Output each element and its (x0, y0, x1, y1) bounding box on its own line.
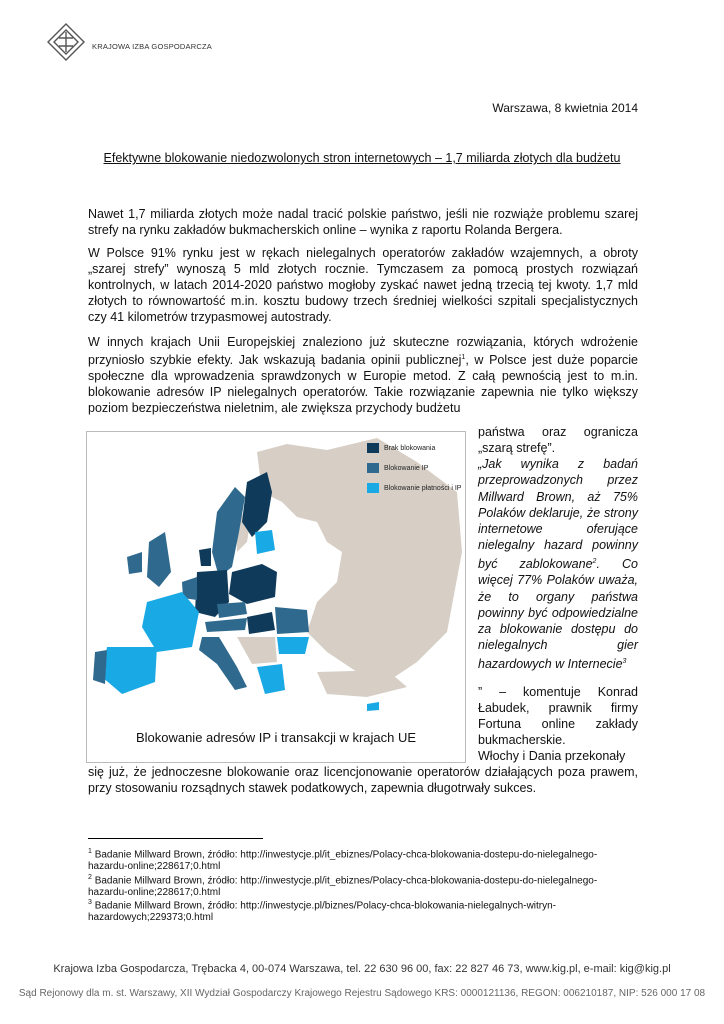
map-italy (199, 637, 247, 690)
legend-item-ip-blocking (367, 458, 461, 478)
footnote-text: Badanie Millward Brown, źródło: http://inwestycje.pl/it_ebiznes/Polacy-chca-blokowania-dostepu-do-nielegalnego-hazardu-online;228617;0.html (88, 875, 598, 899)
map-france (142, 592, 199, 652)
map-denmark (199, 548, 211, 566)
paragraph-3 (88, 334, 638, 416)
quote-part-a: „Jak wynika z badań przeprowadzonych przez Millward Brown, aż 75% Polaków deklaruje, że strony internetowe oferujące nielegalny hazard powinny być zablokowane (478, 457, 638, 571)
footnote-ref-3: 3 (622, 657, 627, 665)
footnote-ref-1: 1 (461, 354, 466, 361)
footnote-ref-2: 2 (592, 557, 597, 565)
footnote-1 (88, 846, 608, 873)
map-romania (275, 607, 309, 634)
quote (478, 456, 638, 672)
map-ireland (127, 552, 142, 574)
map-czech (217, 602, 247, 618)
legend-swatch (367, 483, 379, 493)
map-austria (205, 618, 247, 632)
legend-item-no-blocking (367, 438, 461, 458)
footnote-number: 3 (88, 899, 92, 906)
legend-label: Blokowanie płatności i IP (384, 484, 462, 492)
map-baltics (255, 530, 275, 554)
map-cyprus (367, 702, 379, 711)
legend-item-payment-ip-blocking (367, 478, 461, 498)
paragraph-1: Nawet 1,7 miliarda złotych może nadal tracić polskie państwo, jeśli nie rozwiąże problemu szarej strefy na rynku zakładów bukmacherskich online – wynika z raportu Rolanda Bergera. (88, 207, 638, 237)
org-name: KRAJOWA IZBA GOSPODARCZA (92, 42, 212, 51)
footnote-number: 1 (88, 848, 92, 855)
footnote-2 (88, 872, 608, 899)
footnote-text: Badanie Millward Brown, źródło: http://inwestycje.pl/biznes/Polacy-chca-blokowania-nielegalnych-witryn-hazardowych;229373;0.html (88, 900, 557, 924)
legend-label: Brak blokowania (384, 444, 436, 452)
map-hungary (247, 612, 275, 634)
map-uk (147, 532, 171, 587)
map-bulgaria (277, 637, 309, 654)
legend-label: Blokowanie IP (384, 464, 429, 472)
map-finland (242, 472, 272, 537)
legend-swatch (367, 443, 379, 453)
legend-swatch (367, 463, 379, 473)
paragraph-3-part-a: W innych krajach Unii Europejskiej znaleziono już skuteczne rozwiązania, których wdrożenie przyniosło szybkie efekty. Jak wskazują badania opinii publicznej (88, 335, 638, 368)
quote-part-b: . Co więcej 77% Polaków uważa, że to organy państwa powinny być odpowiedzialne za blokowanie dostępu do nielegalnych gier hazardowych w Internecie (478, 556, 638, 671)
paragraph-4-start: Włochy i Dania przekonały (478, 749, 626, 763)
map-portugal (93, 650, 107, 684)
paragraph-3-part-b: , w Polsce jest duże poparcie społeczne dla wprowadzenia sprawdzonych w Europie metod. Z całą pewnością jest to m.in. blokowanie adresów IP nielegalnych operatorów. Takie rozwiązanie zapewnia nie tylko większy poziom bezpieczeństwa nieletnim, ale zwiększa przychody budżetu (88, 353, 638, 416)
paragraph-3-continuation: państwa oraz ogranicza „szarą strefę”. (478, 425, 638, 455)
document-title: Efektywne blokowanie niedozwolonych stron internetowych – 1,7 miliarda złotych dla budżetu (103, 151, 621, 165)
paragraph-2: W Polsce 91% rynku jest w rękach nielegalnych operatorów zakładów wzajemnych, a obroty „szarej strefy” wynoszą 5 mld złotych rocznie. Tymczasem za pomocą prostych rozwiązań kontrolnych, w latach 2014-2020 państwo mogłoby zyskać nawet jedną trzecią tej kwoty. 1,7 mld złotych to równowartość m.in. kosztu budowy trzech średniej wielkości szpitali specjalistycznych czy 41 kilometrów trzypasmowej autostrady. (88, 246, 638, 324)
eu-blocking-map (86, 431, 466, 763)
paragraph-4: się już, że jednoczesne blokowanie oraz licencjonowanie operatorów działających poza prawem, przy stosowaniu rozsądnych stawek podatkowych, zapewnia długotrwały sukces. (88, 765, 638, 795)
map-poland (229, 564, 277, 604)
map-greece (257, 664, 285, 694)
footer-registration: Sąd Rejonowy dla m. st. Warszawy, XII Wydział Gospodarczy Krajowego Rejestru Sądowego KRS: 0000121136, REGON: 006210187, NIP: 526 000 17 08 (18, 988, 706, 999)
footer-contact: Krajowa Izba Gospodarcza, Trębacka 4, 00-074 Warszawa, tel. 22 630 96 00, fax: 22 827 46 73, www.kig.pl, e-mail: kig@kig.pl (53, 963, 671, 975)
quote-attribution: ” – komentuje Konrad Łabudek, prawnik firmy Fortuna online zakłady bukmacherskie. (478, 685, 638, 747)
map-legend (367, 438, 461, 498)
map-caption: Blokowanie adresów IP i transakcji w krajach UE (135, 730, 417, 745)
document-date: Warszawa, 8 kwietnia 2014 (492, 101, 638, 115)
footnote-separator (88, 838, 263, 839)
map-spain (102, 647, 157, 694)
footnote-number: 2 (88, 874, 92, 881)
footnote-3 (88, 897, 608, 924)
footnote-text: Badanie Millward Brown, źródło: http://inwestycje.pl/it_ebiznes/Polacy-chca-blokowania-dostepu-do-nielegalnego-hazardu-online;228617;0.html (88, 849, 598, 873)
map-balkans (237, 637, 277, 664)
